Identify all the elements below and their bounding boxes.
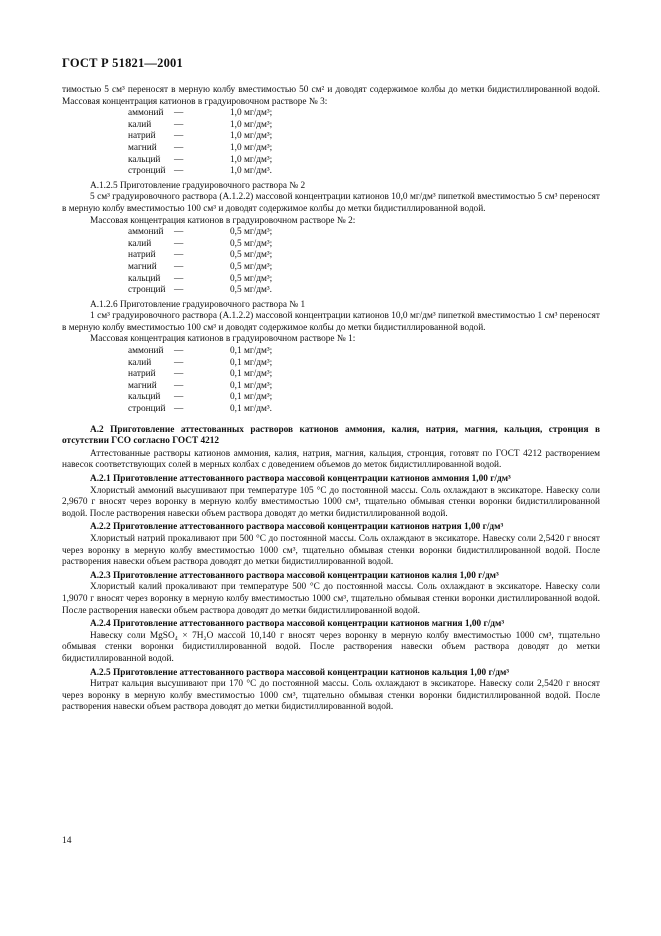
concentration-value: 0,5 мг/дм³; [230,273,273,284]
section-a23-title: А.2.3 Приготовление аттестованного раствора массовой концентрации катионов калия 1,00 г/дм³ [90,570,499,581]
document-header: ГОСТ Р 51821—2001 [62,56,183,70]
concentration-value: 1,0 мг/дм³; [230,119,273,130]
concentration-value: 0,1 мг/дм³. [230,404,272,415]
list-dash: — [174,369,184,380]
list-item [128,239,600,251]
list-item [128,285,600,297]
list-dash: — [174,392,184,403]
list-dash: — [174,142,184,153]
list-item [128,227,600,239]
concentration-value: 1,0 мг/дм³; [230,108,273,119]
cation-name: магний [128,261,157,272]
section-a21-title: А.2.1 Приготовление аттестованного раствора массовой концентрации катионов аммония 1,00 г/дм³ [90,474,511,484]
list-item [128,392,600,404]
list-item [128,131,600,143]
list-item [128,274,600,286]
list-dash: — [174,404,184,415]
cation-name: кальций [128,273,161,284]
concentration-value: 0,1 мг/дм³; [230,369,273,380]
section-a125-title: А.1.2.5 Приготовление градуировочного раствора № 2 [90,180,306,191]
list-item [128,166,600,178]
list-item [128,143,600,155]
list-dash: — [174,238,184,249]
page-content [62,85,600,714]
list-item [128,369,600,381]
cation-name: натрий [128,131,156,142]
section-a23-text: Хлористый калий прокаливают при температуре 500 °С до постоянной массы. Соль охлаждают в эксикаторе. Навеску соли 1,9070 г вносят через воронку в мерную колбу вместимостью 1000 см³, тщательно обмывая стенки воронки дистиллированной водой. После растворения навески объем раствора доводят до метки бидистиллированной водой. [62,582,600,616]
concentration-value: 1,0 мг/дм³. [230,166,272,177]
list-dash: — [174,166,184,177]
cation-name: аммоний [128,108,164,119]
section-a22-text: Хлористый натрий прокаливают при 500 °С до постоянной массы. Соль охлаждают в эксикаторе. Навеску соли 2,5420 г вносят через воронку в мерную колбу вместимостью 1000 см³, тщательно обмывая стенки воронки бидистиллированной водой. После растворения навески объем раствора доводят до метки бидистиллированной водой. [62,533,600,568]
list-dash: — [174,285,184,296]
cation-name: магний [128,380,157,391]
cation-name: стронций [128,166,166,177]
cation-name: натрий [128,369,156,380]
section-a25-text: Нитрат кальция высушивают при 170 °С до постоянной массы. Соль охлаждают в эксикаторе. Навеску соли 2,5420 г вносят через воронку в мерную колбу вместимостью 1000 см³, тщательно обмывая стенки воронки бидистиллированной водой. После растворения навески объем раствора доводят до метки бидистиллированной водой. [62,679,600,713]
section-a126-lead: Массовая концентрация катионов в градуировочном растворе № 1: [90,334,356,345]
list-dash: — [174,227,184,238]
section-a126-text: 1 см³ градуировочного раствора (А.1.2.2) массовой концентрации катионов 10,0 мг/дм³ пипеткой вместимостью 1 см³ переносят в мерную колбу вместимостью 100 см³ и доводят содержимое колбы до метки бидистиллированной водой. [62,311,600,333]
section-a2-text: Аттестованные растворы катионов аммония, калия, натрия, магния, кальция, стронция, готовят по ГОСТ 4212 растворением навесок соответствующих солей в мерных колбах с доведением объемов до меток бидистиллированной водой. [62,448,600,471]
concentration-list-1 [128,346,600,416]
concentration-value: 0,5 мг/дм³; [230,238,273,249]
list-dash: — [174,357,184,368]
cation-name: кальций [128,154,161,165]
section-a125-text: 5 см³ градуировочного раствора (А.1.2.2) массовой концентрации катионов 10,0 мг/дм³ пипеткой вместимостью 5 см³ переносят в мерную колбу вместимостью 100 см³ и доводят содержимое колбы до метки бидистиллированной водой. [62,192,600,214]
list-dash: — [174,108,184,119]
cation-name: калий [128,357,152,368]
concentration-value: 0,5 мг/дм³. [230,285,272,296]
list-item [128,346,600,358]
cation-name: стронций [128,404,166,415]
section-a24-title: А.2.4 Приготовление аттестованного раствора массовой концентрации катионов магния 1,00 г/дм³ [90,619,505,630]
list-item [128,404,600,416]
list-item [128,381,600,393]
cation-name: аммоний [128,227,164,238]
section-a24-text: Навеску соли MgSO₄ × 7H₂O массой 10,140 г вносят через воронку в мерную колбу вместимостью 1000 см³, тщательно обмывая стенки воронки бидистиллированной водой. После растворения навески объем раствора доводят до метки бидистиллированной водой. [62,630,600,664]
cation-name: калий [128,119,152,130]
list-item [128,108,600,120]
concentration-value: 0,5 мг/дм³; [230,250,273,261]
concentration-value: 0,5 мг/дм³; [230,261,273,272]
list-dash: — [174,131,184,142]
concentration-value: 1,0 мг/дм³; [230,154,273,165]
list-item [128,250,600,262]
cation-name: натрий [128,250,156,261]
section-a22-title: А.2.2 Приготовление аттестованного раствора массовой концентрации катионов натрия 1,00 г/дм³ [90,522,504,533]
cation-name: магний [128,142,157,153]
cation-name: калий [128,238,152,249]
list-dash: — [174,273,184,284]
section-a21-text: Хлористый аммоний высушивают при температуре 105 °С до постоянной массы. Соль охлаждают в эксикаторе. Навеску соли 2,9670 г вносят через воронку в мерную колбу вместимостью 1000 см³, тщательно обмывая стенки воронки бидистиллированной водой. После растворения навески объем раствора доводят до метки бидистиллированной водой. [62,485,600,519]
concentration-value: 1,0 мг/дм³; [230,131,273,142]
list-dash: — [174,346,184,357]
page-number: 14 [62,836,72,846]
concentration-value: 1,0 мг/дм³; [230,142,273,153]
list-item [128,358,600,370]
list-dash: — [174,119,184,130]
cation-name: аммоний [128,346,164,357]
intro-paragraph: тимостью 5 см³ переносят в мерную колбу вместимостью 50 см² и доводят содержимое колбы до метки бидистиллированной водой. Массовая концентрация катионов в градуировочном растворе № 3: [62,85,600,107]
list-dash: — [174,154,184,165]
concentration-value: 0,1 мг/дм³; [230,357,273,368]
list-item [128,120,600,132]
cation-name: кальций [128,392,161,403]
concentration-value: 0,1 мг/дм³; [230,380,273,391]
concentration-value: 0,1 мг/дм³; [230,346,273,357]
section-a25-title: А.2.5 Приготовление аттестованного раствора массовой концентрации катионов кальция 1,00 г/дм³ [90,667,510,678]
section-a125-lead: Массовая концентрация катионов в градуировочном растворе № 2: [90,215,356,226]
list-dash: — [174,380,184,391]
concentration-list-3 [128,108,600,178]
list-item [128,262,600,274]
concentration-value: 0,1 мг/дм³; [230,392,273,403]
list-dash: — [174,250,184,261]
concentration-value: 0,5 мг/дм³; [230,227,273,238]
concentration-list-2 [128,227,600,297]
section-a2-title: А.2 Приготовление аттестованных растворов катионов аммония, калия, натрия, магния, кальция, стронция в отсутствии ГСО согласно ГОСТ 4212 [62,424,600,447]
list-item [128,155,600,167]
cation-name: стронций [128,285,166,296]
section-a126-title: А.1.2.6 Приготовление градуировочного раствора № 1 [90,299,306,310]
list-dash: — [174,261,184,272]
